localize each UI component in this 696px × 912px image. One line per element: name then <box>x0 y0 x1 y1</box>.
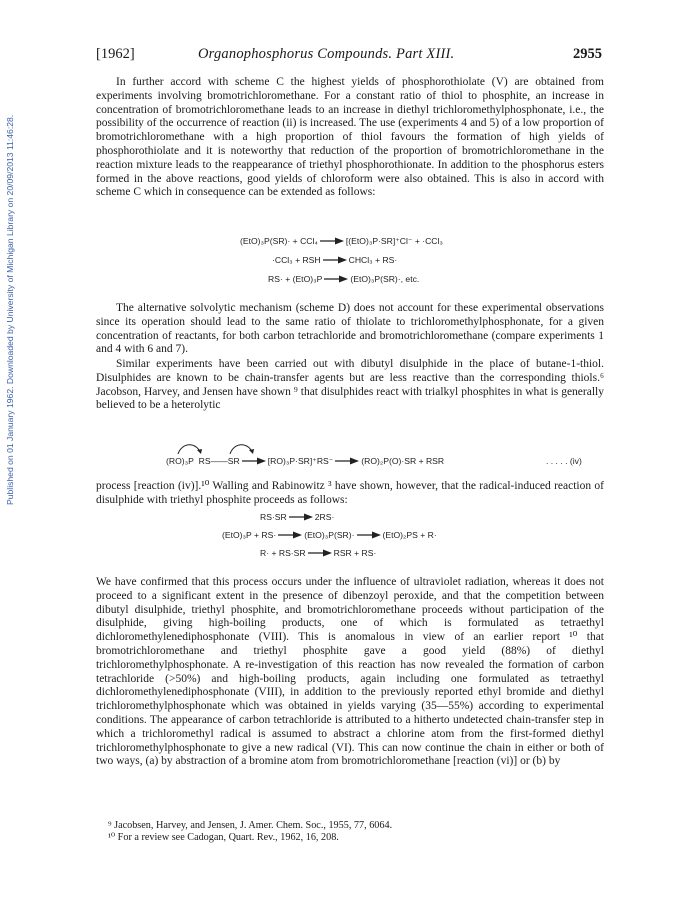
reaction-arrow <box>289 513 313 521</box>
header-year: [1962] <box>96 46 135 62</box>
electron-arrows <box>174 440 274 456</box>
paragraph-3: Similar experiments have been carried out with dibutyl disulphide in the place of butane-1-thiol. Disulphides are known to be chain-transfer agents but are less reactive than the corresponding thiols.⁶ Jacobson, Harvey, and Jensen have shown ⁹ that disulphides react with trialkyl phosphites in what is generally believed to be a heterolytic <box>96 358 604 412</box>
reaction-arrow <box>308 549 332 557</box>
header-title: Organophosphorus Compounds. Part XIII. <box>198 46 455 62</box>
footnote-10: ¹⁰ For a review see Cadogan, Quart. Rev., 1962, 16, 208. <box>108 832 339 843</box>
running-header <box>96 46 602 66</box>
page-number: 2955 <box>573 46 602 62</box>
reaction-arrow <box>324 275 348 283</box>
reaction-arrow <box>320 237 344 245</box>
reaction-arrow <box>357 531 381 539</box>
reaction-iv: (RO)₃P RS——SR [RO)₃P·SR]⁺RS⁻ (RO)₂P(O)·SR + RSR <box>166 456 445 466</box>
reaction-arrow <box>323 256 347 264</box>
paragraph-2: The alternative solvolytic mechanism (scheme D) does not account for these experimental observations since its operation should lead to the same ratio of thiolate to trichloromethylphosphonate, for a given concentration of reactants, for both carbon tetrachloride and bromotrichloromethane (compare experiments 1 and 4 with 6 and 7). <box>96 302 604 356</box>
paragraph-4: process [reaction (iv)].¹⁰ Walling and Rabinowitz ³ have shown, however, that the radical-induced reaction of disulphide with triethyl phosphite proceeds as follows: <box>96 480 604 506</box>
paragraph-1: In further accord with scheme C the highest yields of phosphorothiolate (V) are obtained from experiments involving bromotrichloromethane. For a constant ratio of thiol to phosphite, an increase in concentration of bromotrichloromethane leads to an increase in diethyl trichloromethylphosphonate, i.e., the possibility of the occurrence of reaction (ii) is increased. The use (experiments 4 and 5) of a low proportion of bromotrichloromethane with a high proportion of thiol favours the formation of high yields of phosphorothiolate and it is noteworthy that reduction of the proportion of bromotrichloromethane in the reaction mixture leads to the reappearance of triethyl phosphorothionate. In addition to the phosphorus esters formed in the above reactions, good yields of chloroform were also obtained. This is also in accord with scheme C which in consequence can be extended as follows: <box>96 76 604 199</box>
equation-line: RS·SR 2RS· <box>260 512 335 522</box>
equation-line: (EtO)₃P + RS· (EtO)₃P(SR)· (EtO)₂PS + R· <box>222 530 437 540</box>
reaction-arrow <box>242 457 266 465</box>
equation-line: (EtO)₃P(SR)· + CCl₄ [(EtO)₃P·SR]⁺Cl⁻ + ·CCl₃ <box>240 236 443 246</box>
download-note: Published on 01 January 1962. Downloaded by University of Michigan Library on 20/09/2013 11:46:28. <box>5 114 15 505</box>
equation-line: ·CCl₃ + RSH CHCl₃ + RS· <box>272 255 398 265</box>
reaction-arrow <box>278 531 302 539</box>
footnotes <box>108 820 608 844</box>
reaction-arrow <box>335 457 359 465</box>
equation-line: R· + RS·SR RSR + RS· <box>260 548 377 558</box>
equation-line: RS· + (EtO)₃P (EtO)₃P(SR)·, etc. <box>268 274 420 284</box>
reaction-label: . . . . . (iv) <box>546 456 582 466</box>
footnote-9: ⁹ Jacobsen, Harvey, and Jensen, J. Amer. Chem. Soc., 1955, 77, 6064. <box>108 820 393 831</box>
paragraph-5: We have confirmed that this process occurs under the influence of ultraviolet radiation, whereas it does not proceed to a significant extent in the presence of dibenzoyl peroxide, and that the competition between dibutyl disulphide, triethyl phosphite, and bromotrichloromethane proceeds without participation of the disulphide, giving high-boiling products, one of which is formulated as tetraethyl dichloromethylenediphosphonate (VIII). This is anomalous in view of an earlier report ¹⁰ that bromotrichloromethane and triethyl phosphite gave a good yield (88%) of diethyl trichloromethylphosphonate. A re-investigation of this reaction has now revealed the formation of carbon tetrachloride (>50%) and high-boiling products, again including one formulated as tetraethyl dichloromethylenediphosphonate (VIII), in addition to the previously reported ethyl bromide and diethyl trichloromethylphosphonate which was obtained in yields varying (35—55%) according to experimental conditions. The appearance of carbon tetrachloride is attributed to a hitherto undetected chain-transfer step in which a trichloromethyl radical is assumed to abstract a chlorine atom from the first-formed diethyl trichloromethylphosphonate to give a new radical (VI). This can now continue the chain in either or both of two ways, (a) by abstraction of a bromine atom from bromotrichloromethane [reaction (vi)] or (b) by <box>96 576 604 768</box>
